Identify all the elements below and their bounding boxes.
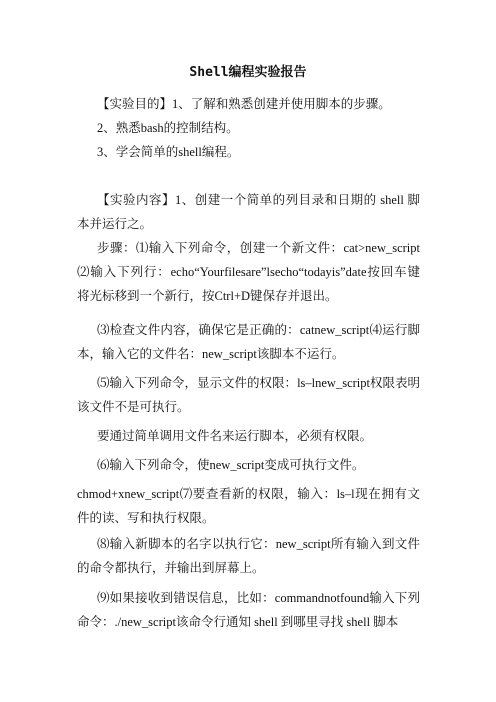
document-title: Shell编程实验报告 <box>189 65 307 80</box>
paragraph-purpose-3: 3、学会简单的shell编程。 <box>97 145 240 159</box>
paragraph-step-9: ⑼如果接收到错误信息，比如：commandnotfound输入下列命令：./new_script该命令行通知 shell 到哪里寻找 shell 脚本 <box>77 591 420 629</box>
paragraph-step-6: ⑹输入下列命令，使new_script变成可执行文件。 <box>97 458 365 472</box>
paragraph-purpose-2: 2、熟悉bash的控制结构。 <box>97 121 239 135</box>
paragraph-purpose: 【实验目的】1、了解和熟悉创建并使用脚本的步骤。 <box>97 97 391 111</box>
paragraph-step-7: chmod+xnew_script⑺要查看新的权限，输入：ls–l现在拥有文件的读、写和执行权限。 <box>77 487 420 525</box>
paragraph-permission-note: 要通过简单调用文件名来运行脚本，必须有权限。 <box>97 429 373 443</box>
paragraph-steps-3-4: ⑶检查文件内容，确保它是正确的：catnew_script⑷运行脚本，输入它的文件名：new_script该脚本不运行。 <box>77 323 420 361</box>
paragraph-content: 【实验内容】1、创建一个简单的列目录和日期的 shell 脚本并运行之。 <box>77 193 420 231</box>
paragraph-steps-1-2: 步骤：⑴输入下列命令，创建一个新文件：cat>new_script⑵输入下列行：echo“Yourfilesare”lsecho“todayis”date按回车键将光标移到一个新行，按Ctrl+D键保存并退出。 <box>77 241 420 303</box>
paragraph-step-8: ⑻输入新脚本的名字以执行它：new_script所有输入到文件的命令都执行，并输出到屏幕上。 <box>77 537 420 575</box>
paragraph-step-5: ⑸输入下列命令，显示文件的权限：ls–lnew_script权限表明该文件不是可执行。 <box>77 376 420 414</box>
